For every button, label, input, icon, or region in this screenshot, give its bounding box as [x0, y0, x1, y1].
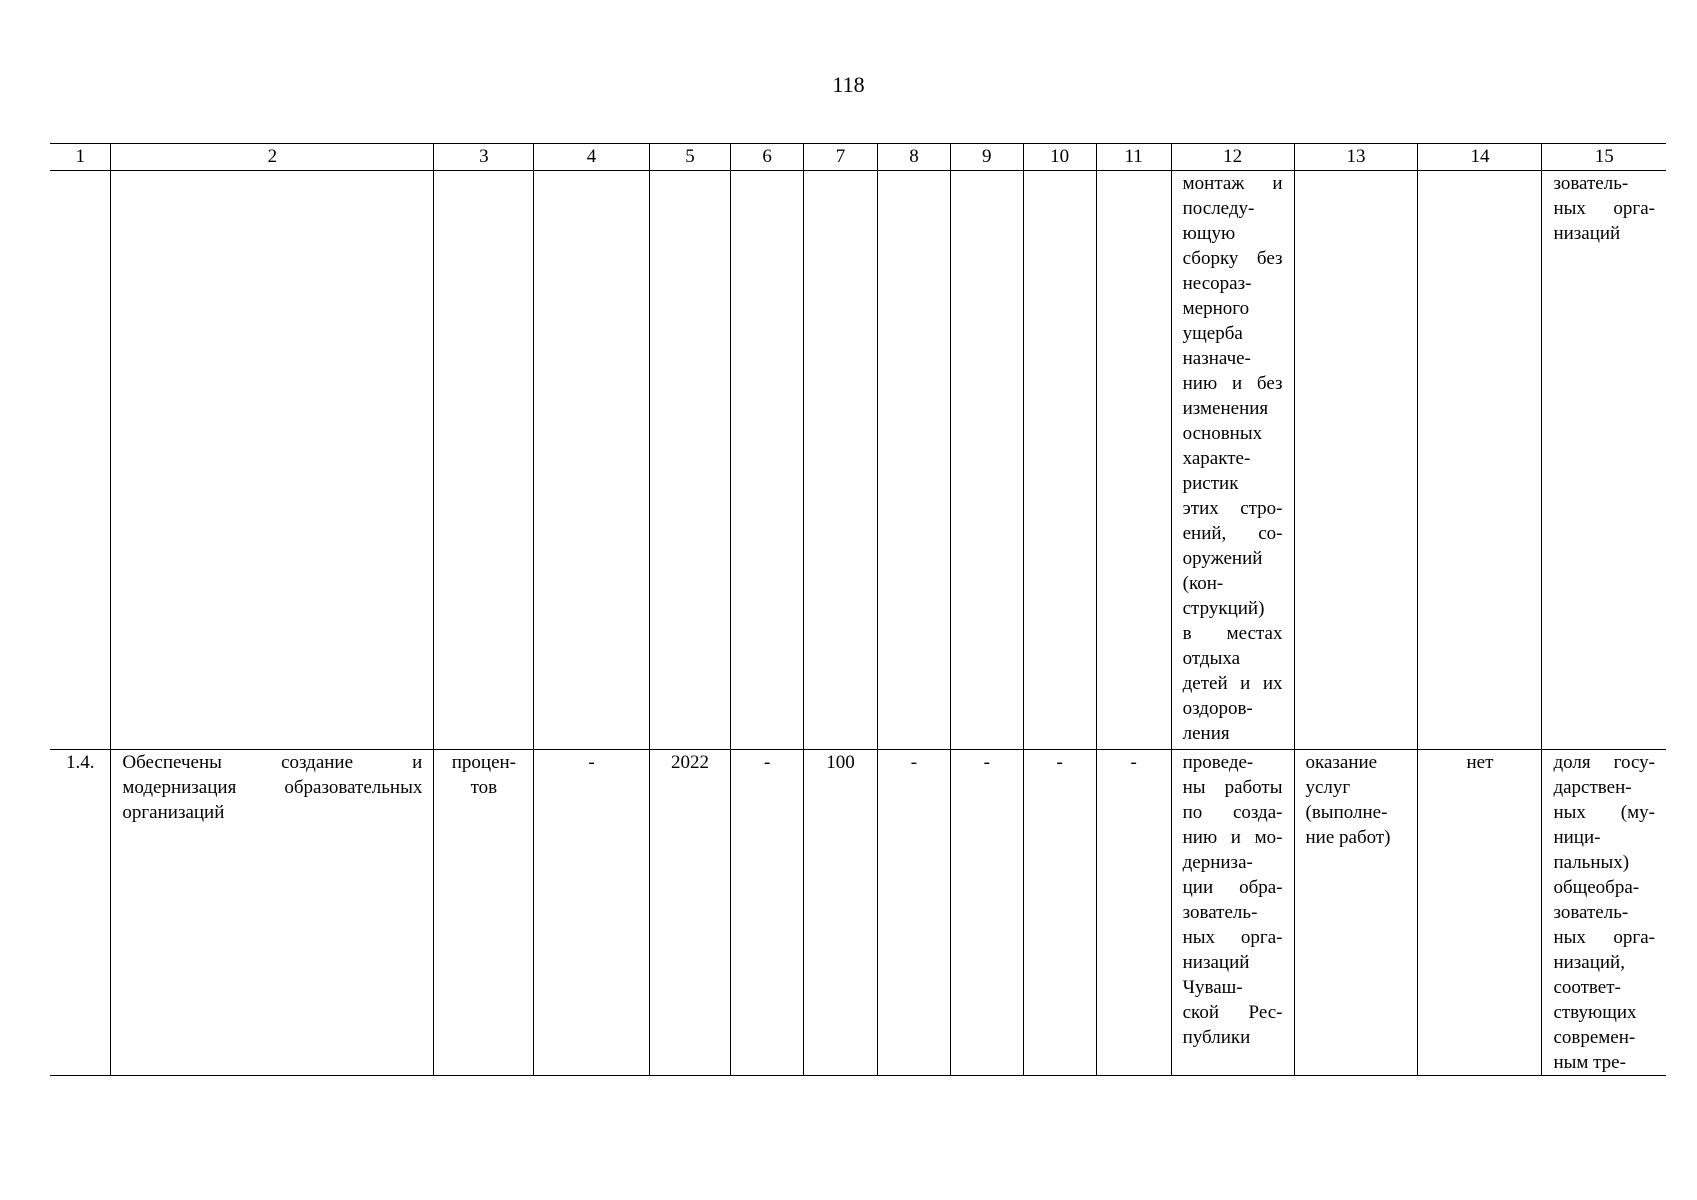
- cell-line: ской Рес-: [1182, 1002, 1283, 1023]
- cell-line: нию и без: [1182, 373, 1283, 394]
- cell-line: низаций: [1182, 952, 1250, 973]
- cell-row-number: 1.4.: [50, 750, 111, 1076]
- cell-line: ных орга-: [1553, 927, 1655, 948]
- cell-line: современ-: [1553, 1027, 1636, 1048]
- cell-line: зователь-: [1553, 173, 1629, 194]
- cell: [649, 171, 731, 750]
- cell-line: пальных): [1553, 852, 1630, 873]
- cell-line: отдыха: [1182, 648, 1241, 669]
- cell-line: сборку без: [1182, 248, 1283, 269]
- cell-line: Чуваш-: [1182, 977, 1243, 998]
- cell-line: ны работы: [1182, 777, 1283, 798]
- col-header-1: 1: [50, 144, 111, 171]
- cell-indicator: [1542, 750, 1666, 1076]
- col-header-8: 8: [878, 144, 951, 171]
- col-header-14: 14: [1418, 144, 1542, 171]
- cell-line: общеобра-: [1553, 877, 1640, 898]
- data-table: [50, 143, 1666, 1076]
- cell: [534, 171, 649, 750]
- cell-col-10: -: [1023, 750, 1096, 1076]
- col-header-5: 5: [649, 144, 731, 171]
- cell-line: детей и их: [1182, 673, 1283, 694]
- cell: [950, 171, 1023, 750]
- cell-col-8: -: [878, 750, 951, 1076]
- cell-line: назначе-: [1182, 348, 1251, 369]
- cell: [1418, 171, 1542, 750]
- cell-line: доля госу-: [1553, 752, 1655, 773]
- cell-line: ристик: [1182, 473, 1239, 494]
- cell-line: ных (му-: [1553, 802, 1655, 823]
- col-header-4: 4: [534, 144, 649, 171]
- page-number: 118: [832, 72, 865, 97]
- cell: [1294, 171, 1418, 750]
- cell-line: ние работ): [1305, 827, 1391, 848]
- col-header-12: 12: [1171, 144, 1294, 171]
- col-header-15: 15: [1542, 144, 1666, 171]
- cell-col-11: -: [1096, 750, 1171, 1076]
- cell-line: монтаж и: [1182, 173, 1283, 194]
- col-header-10: 10: [1023, 144, 1096, 171]
- col-header-3: 3: [434, 144, 534, 171]
- cell-line: последу-: [1182, 198, 1255, 219]
- cell-line: публики: [1182, 1027, 1251, 1048]
- cell-line: изменения: [1182, 398, 1269, 419]
- cell-line: (кон-: [1182, 573, 1224, 594]
- cell-line: ных орга-: [1553, 198, 1655, 219]
- cell-line: мерного: [1182, 298, 1250, 319]
- cell-line: проведе-: [1182, 752, 1254, 773]
- cell-indicator: [1542, 171, 1666, 750]
- cell: [1096, 171, 1171, 750]
- cell-line: зователь-: [1553, 902, 1629, 923]
- col-header-7: 7: [804, 144, 878, 171]
- cell-line: услуг: [1305, 777, 1351, 798]
- cell-result-description: [1171, 171, 1294, 750]
- cell-line: ным тре-: [1553, 1052, 1626, 1073]
- col-header-6: 6: [731, 144, 804, 171]
- cell-result-description: [1171, 750, 1294, 1076]
- table-row: [50, 171, 1666, 750]
- cell-line: ющую: [1182, 223, 1236, 244]
- cell-result-name: Обеспечены создание и модернизация образовательных организаций: [111, 750, 434, 1076]
- cell-line: ствующих: [1553, 1002, 1637, 1023]
- cell-line: по созда-: [1182, 802, 1283, 823]
- cell-line: этих стро-: [1182, 498, 1283, 519]
- cell-col-4: -: [534, 750, 649, 1076]
- cell-col-14: нет: [1418, 750, 1542, 1076]
- col-header-11: 11: [1096, 144, 1171, 171]
- cell: [111, 171, 434, 750]
- cell-line: низаций: [1553, 223, 1621, 244]
- cell-col-6: -: [731, 750, 804, 1076]
- cell-line: несораз-: [1182, 273, 1252, 294]
- cell: [878, 171, 951, 750]
- cell-line: процен-: [451, 752, 517, 773]
- cell-line: низаций,: [1553, 952, 1625, 973]
- cell: [434, 171, 534, 750]
- cell-line: основных: [1182, 423, 1263, 444]
- col-header-13: 13: [1294, 144, 1418, 171]
- cell-line: ления: [1182, 723, 1230, 744]
- cell-line: тов: [470, 777, 498, 798]
- cell-line: струкций): [1182, 598, 1265, 619]
- cell-result-type: [1294, 750, 1418, 1076]
- cell-line: дарствен-: [1553, 777, 1632, 798]
- col-header-9: 9: [950, 144, 1023, 171]
- cell-line: ници-: [1553, 827, 1601, 848]
- cell-line: характе-: [1182, 448, 1251, 469]
- cell-line: ущерба: [1182, 323, 1243, 344]
- col-header-2: 2: [111, 144, 434, 171]
- cell-value: 100: [804, 750, 878, 1076]
- cell: [50, 171, 111, 750]
- cell-unit: [434, 750, 534, 1076]
- cell-line: оружений: [1182, 548, 1263, 569]
- cell-line: ений, со-: [1182, 523, 1283, 544]
- table-row: [50, 750, 1666, 1076]
- cell: [731, 171, 804, 750]
- cell-line: зователь-: [1182, 902, 1258, 923]
- cell-line: (выполне-: [1305, 802, 1388, 823]
- cell-col-9: -: [950, 750, 1023, 1076]
- cell-year: 2022: [649, 750, 731, 1076]
- cell-line: нию и мо-: [1182, 827, 1283, 848]
- cell-line: в местах: [1182, 623, 1283, 644]
- cell-line: оздоров-: [1182, 698, 1253, 719]
- cell-line: оказание: [1305, 752, 1378, 773]
- cell-line: соответ-: [1553, 977, 1621, 998]
- cell-line: ции обра-: [1182, 877, 1283, 898]
- cell-line: ных орга-: [1182, 927, 1283, 948]
- cell: [804, 171, 878, 750]
- header-row: [50, 144, 1666, 171]
- cell: [1023, 171, 1096, 750]
- cell-line: дерниза-: [1182, 852, 1253, 873]
